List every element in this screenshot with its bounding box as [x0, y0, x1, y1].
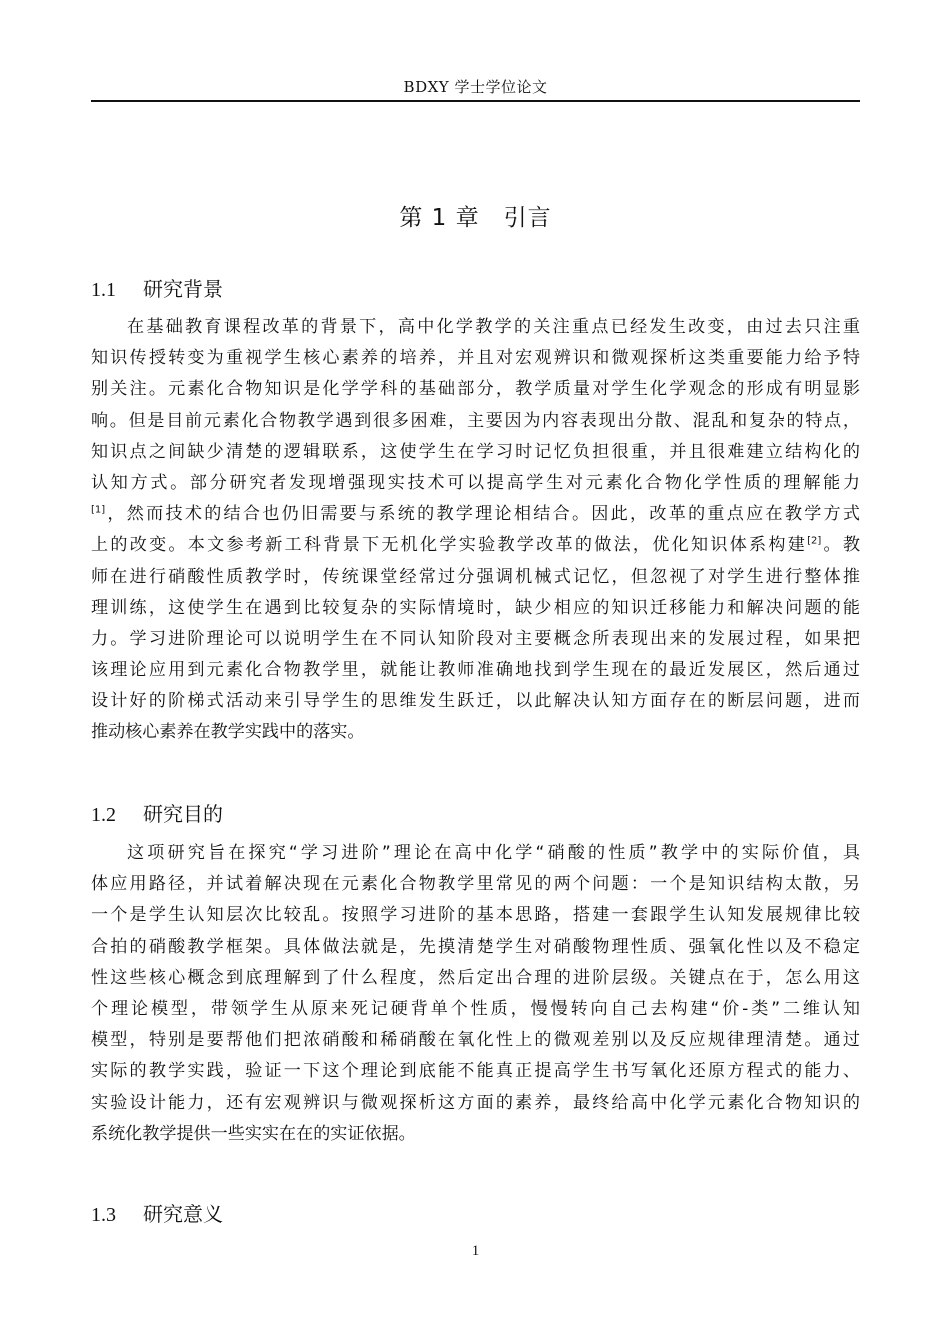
paragraph-line: 这项研究旨在探究“学习进阶”理论在高中化学“硝酸的性质”教学中的实际价值，具	[127, 843, 860, 863]
section-number: 1.1	[91, 279, 116, 301]
paragraph-line: 个理论模型，带领学生从原来死记硬背单个性质，慢慢转向自己去构建“价-类”二维认知	[91, 998, 860, 1019]
paragraph-line: 合拍的硝酸教学框架。具体做法就是，先摸清楚学生对硝酸物理性质、强氧化性以及不稳定	[91, 936, 860, 957]
paragraph-line: 体应用路径，并试着解决现在元素化合物教学里常见的两个问题：一个是知识结构太散，另	[91, 874, 860, 895]
citation-marker[interactable]: [2]	[807, 535, 822, 547]
section-heading-1-2	[91, 798, 223, 827]
section-title: 研究意义	[143, 1202, 223, 1226]
paragraph-line: 设计好的阶梯式活动来引导学生的思维发生跃迁，以此解决认知方面存在的断层问题，进而	[91, 691, 860, 712]
paragraph-line-text: ，然而技术的结合也仍旧需要与系统的教学理论相结合。因此，改革的重点应在教学方式	[105, 504, 860, 525]
citation-marker[interactable]: [1]	[91, 504, 106, 516]
paragraph-line: 力。学习进阶理论可以说明学生在不同认知阶段对主要概念所表现出来的发展过程，如果把	[91, 628, 860, 649]
paragraph-line: 理训练，这使学生在遇到比较复杂的实际情境时，缺少相应的知识迁移能力和解决问题的能	[91, 597, 860, 618]
section-heading-1-1	[91, 273, 223, 302]
paragraph-line	[91, 499, 860, 530]
paragraph-line-text: 上的改变。本文参考新工科背景下无机化学实验教学改革的做法，优化知识体系构建	[91, 535, 808, 556]
paragraph-line: 推动核心素养在教学实践中的落实。	[91, 722, 365, 743]
paragraph-line: 知识点之间缺少清楚的逻辑联系，这使学生在学习时记忆负担很重，并且很难建立结构化的	[91, 441, 860, 462]
section-body-1-2	[91, 838, 860, 1150]
header-rule	[91, 100, 860, 102]
paragraph-line: 知识传授转变为重视学生核心素养的培养，并且对宏观辨识和微观探析这类重要能力给予特	[91, 348, 860, 369]
paragraph-line: 实验设计能力，还有宏观辨识与微观探析这方面的素养，最终给高中化学元素化合物知识的	[91, 1092, 860, 1113]
paragraph-line: 系统化教学提供一些实实在在的实证依据。	[91, 1123, 416, 1144]
section-title: 研究背景	[143, 277, 223, 301]
section-heading-1-3	[91, 1198, 223, 1227]
running-header: BDXY 学士学位论文	[403, 78, 548, 96]
paragraph-line: 别关注。元素化合物知识是化学学科的基础部分，教学质量对学生化学观念的形成有明显影	[91, 379, 860, 400]
section-title: 研究目的	[143, 802, 223, 826]
section-number: 1.2	[91, 804, 116, 826]
paragraph-line	[91, 530, 860, 561]
paragraph-line: 认知方式。部分研究者发现增强现实技术可以提高学生对元素化合物化学性质的理解能力	[91, 472, 860, 493]
paragraph-line: 模型，特别是要帮他们把浓硝酸和稀硝酸在氧化性上的微观差别以及反应规律理清楚。通过	[91, 1030, 860, 1051]
chapter-title: 第 1 章 引言	[399, 205, 552, 231]
section-number: 1.3	[91, 1204, 116, 1226]
paragraph-line: 师在进行硝酸性质教学时，传统课堂经常过分强调机械式记忆，但忽视了对学生进行整体推	[91, 566, 860, 587]
paragraph-line: 该理论应用到元素化合物教学里，就能让教师准确地找到学生现在的最近发展区，然后通过	[91, 660, 860, 681]
section-body-1-1	[91, 312, 860, 749]
paragraph-line: 响。但是目前元素化合物教学遇到很多困难，主要因为内容表现出分散、混乱和复杂的特点，	[91, 410, 860, 431]
page-number: 1	[471, 1243, 480, 1259]
paragraph-line-text: 。教	[821, 535, 861, 556]
paragraph-line: 一个是学生认知层次比较乱。按照学习进阶的基本思路，搭建一套跟学生认知发展规律比较	[91, 905, 860, 926]
paragraph-line: 在基础教育课程改革的背景下，高中化学教学的关注重点已经发生改变，由过去只注重	[127, 317, 860, 337]
paragraph-line: 实际的教学实践，验证一下这个理论到底能不能真正提高学生书写氧化还原方程式的能力、	[91, 1061, 860, 1082]
paragraph-line: 性这些核心概念到底理解到了什么程度，然后定出合理的进阶层级。关键点在于，怎么用这	[91, 967, 860, 988]
